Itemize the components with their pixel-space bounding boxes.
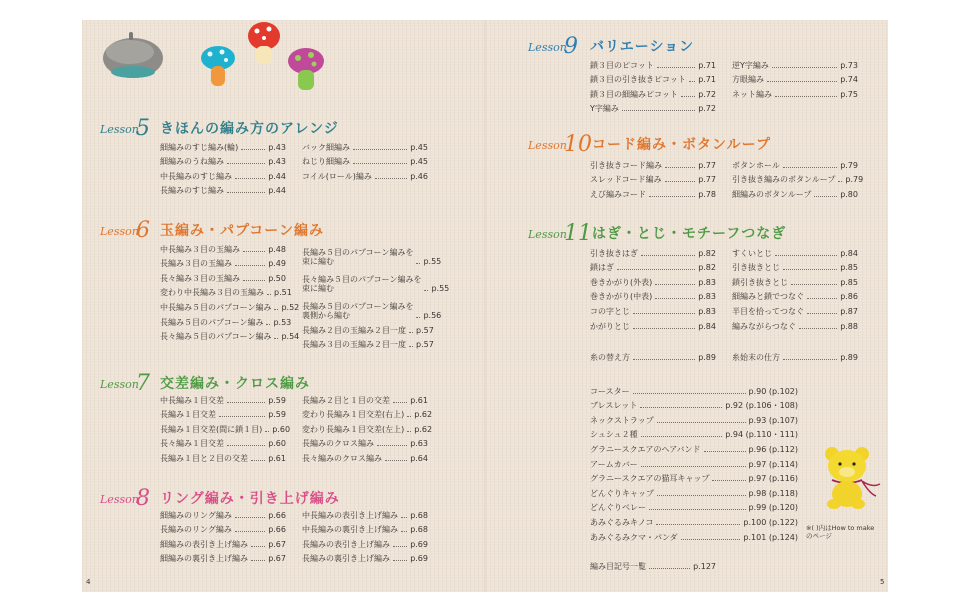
symbols-entry <box>590 556 716 571</box>
lesson-number: 10 <box>564 132 592 157</box>
lesson-11-heading <box>528 219 818 245</box>
list-item: 長編み１目交差(間に鎖１目) p.60 <box>160 424 291 434</box>
lesson-6-left-list <box>160 239 300 342</box>
list-item: 長々編み５目のパプコーン編み p.54 <box>160 332 300 342</box>
list-item: 長編み３目の玉編み p.49 <box>160 259 286 269</box>
list-item: 長編み１目交差 p.59 <box>160 410 286 420</box>
lesson-10-left-list <box>590 155 716 199</box>
list-item: ねじり細編み p.45 <box>302 157 428 167</box>
list-item: かがりとじ p.84 <box>590 321 716 331</box>
mushroom-blue-icon <box>198 44 238 90</box>
list-item: えび編みコード p.78 <box>590 189 716 199</box>
list-item: 長編みのクロス編み p.63 <box>302 439 428 449</box>
lesson-9-right-list <box>732 55 858 99</box>
list-item: 細編みのうね編み p.43 <box>160 157 286 167</box>
list-item: 長編みの表引き上げ編み p.69 <box>302 539 428 549</box>
list-item: コースター p.90 (p.102) <box>590 386 798 396</box>
page-gutter <box>484 20 486 592</box>
list-item: 細編みのリング編み p.66 <box>160 510 286 520</box>
lesson-word: Lesson <box>100 123 139 136</box>
list-item: 糸始末の仕方 p.89 <box>732 352 858 362</box>
list-item: 引き抜き編みのボタンループ p.79 <box>732 175 864 185</box>
lesson-word: Lesson <box>528 41 567 54</box>
lesson-title: きほんの編み方のアレンジ <box>160 121 339 137</box>
list-item: 引き抜きはぎ p.82 <box>590 248 716 258</box>
yellow-bear-icon <box>818 444 886 510</box>
list-item: 鎖３目のピコット p.71 <box>590 60 716 70</box>
list-item: ネット編み p.75 <box>732 89 858 99</box>
list-item: あみぐるみキノコ p.100 (p.122) <box>590 517 798 527</box>
lesson-word: Lesson <box>100 225 139 238</box>
list-item: アームカバー p.97 (p.114) <box>590 459 798 469</box>
yarn-change-entry <box>590 347 716 362</box>
list-item: 長編み５目のパプコーン編み p.53 <box>160 317 292 327</box>
list-item: 中長編みの裏引き上げ編み p.68 <box>302 525 428 535</box>
lesson-5-left-list <box>160 137 286 195</box>
lesson-title: 交差編み・クロス編み <box>160 376 310 392</box>
yarn-finish-entry <box>732 347 858 362</box>
list-item: 巻きかがり(外表) p.83 <box>590 277 716 287</box>
list-item: 鎖３目の引き抜きピコット p.71 <box>590 75 716 85</box>
lesson-title: コード編み・ボタンループ <box>592 137 771 153</box>
list-item: 長編み３目の玉編み２目一度 p.57 <box>302 340 434 350</box>
lesson-title: 玉編み・パプコーン編み <box>160 223 325 239</box>
lesson-7-left-list <box>160 390 291 463</box>
list-item: 長編み２目の玉編み２目一度 p.57 <box>302 325 434 335</box>
list-item: 細編みのボタンループ p.80 <box>732 189 858 199</box>
lesson-word: Lesson <box>100 493 139 506</box>
list-item: どんぐりベレー p.99 (p.120) <box>590 503 798 513</box>
list-item: 方眼編み p.74 <box>732 75 858 85</box>
list-item: 逆Y字編み p.73 <box>732 60 858 70</box>
works-note: ※( )内はHow to makeのページ <box>806 524 875 540</box>
lesson-number: 8 <box>136 486 150 511</box>
list-item: 長々編みのクロス編み p.64 <box>302 453 428 463</box>
list-item: 長編み１目と２目の交差 p.61 <box>160 453 286 463</box>
lesson-number: 9 <box>564 34 578 59</box>
lesson-11-right-list <box>732 243 858 331</box>
lesson-11-left-list <box>590 243 716 331</box>
list-item: 細編みの裏引き上げ編み p.67 <box>160 554 286 564</box>
beret-hat-icon <box>100 28 166 82</box>
list-item: 長編みのすじ編み p.44 <box>160 186 286 196</box>
list-item: シュシュ２種 p.94 (p.110・111) <box>590 430 798 440</box>
list-item: 中長編みの表引き上げ編み p.68 <box>302 510 428 520</box>
list-item: 細編みの表引き上げ編み p.67 <box>160 539 286 549</box>
list-item: ボタンホール p.79 <box>732 160 858 170</box>
list-item: 鎖３目の細編みピコット p.72 <box>590 89 716 99</box>
lesson-5-right-list <box>302 137 428 181</box>
list-item: 編み目記号一覧 p.127 <box>590 561 716 571</box>
list-item: 長編み２目と１目の交差 p.61 <box>302 395 428 405</box>
list-item: 中長編み１目交差 p.59 <box>160 395 286 405</box>
lesson-title: リング編み・引き上げ編み <box>160 491 340 507</box>
list-item: 糸の替え方 p.89 <box>590 352 716 362</box>
lesson-10-right-list <box>732 155 864 199</box>
list-item: 長々編み５目のパプコーン編みを 束に編む p.55 <box>302 275 450 293</box>
list-item: コイル(ロール)編み p.46 <box>302 171 428 181</box>
list-item: 中長編み５目のパプコーン編み p.52 <box>160 302 300 312</box>
list-item: Y字編み p.72 <box>590 104 716 114</box>
list-item: 引き抜きとじ p.85 <box>732 263 858 273</box>
lesson-number: 6 <box>136 218 150 243</box>
lesson-title: はぎ・とじ・モチーフつなぎ <box>592 226 787 242</box>
list-item: 長々編み３目の玉編み p.50 <box>160 273 286 283</box>
mushroom-red-icon <box>244 20 284 68</box>
list-item: バック細編み p.45 <box>302 142 428 152</box>
list-item: 変わり長編み１目交差(左上) p.62 <box>302 424 433 434</box>
list-item: 編みながらつなぐ p.88 <box>732 321 858 331</box>
lesson-8-left-list <box>160 505 286 563</box>
list-item: ブレスレット p.92 (p.106・108) <box>590 401 798 411</box>
lesson-number: 7 <box>136 371 150 396</box>
lesson-word: Lesson <box>100 378 139 391</box>
list-item: 長編み５目のパプコーン編みを 裏側から編む p.56 <box>302 302 442 320</box>
list-item: 細編みと鎖でつなぐ p.86 <box>732 292 858 302</box>
lesson-6-right-list <box>302 239 450 350</box>
list-item: 半目を拾ってつなぐ p.87 <box>732 306 858 316</box>
mushroom-pink-icon <box>286 46 326 94</box>
list-item: 巻きかがり(中表) p.83 <box>590 292 716 302</box>
lesson-7-right-list <box>302 390 433 463</box>
works-list <box>590 381 798 542</box>
lesson-10-heading <box>528 130 808 156</box>
list-item: すくいとじ p.84 <box>732 248 858 258</box>
lesson-number: 5 <box>136 116 150 141</box>
lesson-8-right-list <box>302 505 428 563</box>
lesson-number: 11 <box>564 221 592 246</box>
lesson-title: バリエーション <box>590 39 695 55</box>
list-item: ネックストラップ p.93 (p.107) <box>590 415 798 425</box>
list-item: スレッドコード編み p.77 <box>590 175 716 185</box>
list-item: あみぐるみクマ・パンダ p.101 (p.124) <box>590 532 798 542</box>
page-number-right: 5 <box>880 578 885 586</box>
list-item: コの字とじ p.83 <box>590 306 716 316</box>
list-item: 中長編みのすじ編み p.44 <box>160 171 286 181</box>
lesson-word: Lesson <box>528 139 567 152</box>
list-item: 細編みのすじ編み(輪) p.43 <box>160 142 286 152</box>
list-item: 鎖引き抜きとじ p.85 <box>732 277 858 287</box>
list-item: 中長編み３目の玉編み p.48 <box>160 244 286 254</box>
list-item: 長編み５目のパプコーン編みを 束に編む p.55 <box>302 248 442 266</box>
list-item: 長編みの裏引き上げ編み p.69 <box>302 554 428 564</box>
list-item: グラニースクエアのヘアバンド p.96 (p.112) <box>590 444 798 454</box>
list-item: 引き抜きコード編み p.77 <box>590 160 716 170</box>
lesson-word: Lesson <box>528 228 567 241</box>
page-number-left: 4 <box>86 578 91 586</box>
list-item: どんぐりキャップ p.98 (p.118) <box>590 488 798 498</box>
list-item: 長々編み１目交差 p.60 <box>160 439 286 449</box>
list-item: 鎖はぎ p.82 <box>590 263 716 273</box>
list-item: 変わり長編み１目交差(右上) p.62 <box>302 410 433 420</box>
list-item: 変わり中長編み３目の玉編み p.51 <box>160 288 292 298</box>
lesson-9-left-list <box>590 55 716 113</box>
list-item: 長編みのリング編み p.66 <box>160 525 286 535</box>
list-item: グラニースクエアの猫耳キャップ p.97 (p.116) <box>590 474 798 484</box>
